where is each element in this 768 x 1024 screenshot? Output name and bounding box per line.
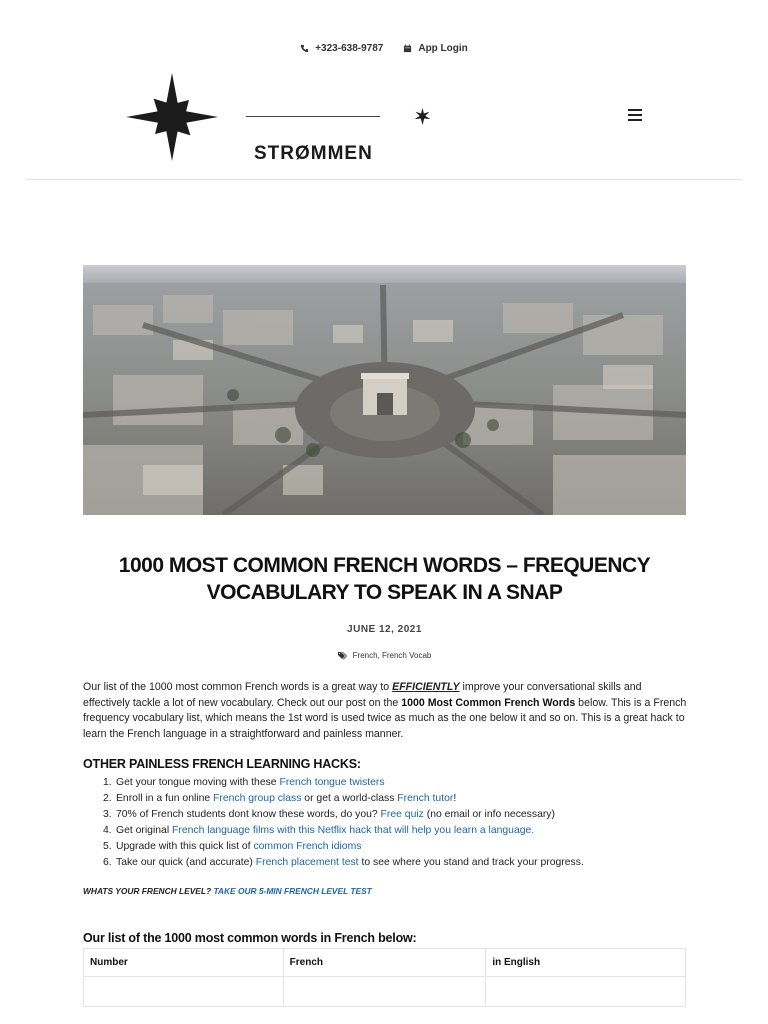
list-text: or get a world-class [301, 793, 398, 804]
level-prompt: WHATS YOUR FRENCH LEVEL? [83, 886, 212, 896]
list-item [103, 855, 696, 871]
list-item [103, 775, 696, 791]
small-star-icon [414, 108, 431, 125]
words-table [83, 948, 686, 1007]
level-test-callout [83, 886, 372, 896]
tag-icon [338, 651, 348, 660]
hacks-list [103, 775, 696, 871]
intro-paragraph [83, 680, 687, 742]
intro-text-3: below. This is a French frequency vocabulary list, which means the 1st word is used twice as much as the one below it and so on. This is a great hack to learn the French language in a straightforward and painless manner. [83, 696, 687, 740]
free-quiz-link[interactable]: Free quiz [380, 809, 424, 820]
list-number: 2. [103, 793, 112, 804]
list-text: (no email or info necessary) [423, 809, 555, 820]
list-number: 5. [103, 841, 112, 852]
list-number: 3. [103, 809, 112, 820]
list-text: Upgrade with this quick list of [116, 841, 254, 852]
efficiently-emphasis: EFFICIENTLY [392, 681, 460, 693]
placement-test-link[interactable]: French placement test [255, 857, 359, 868]
brand-divider [246, 116, 380, 117]
app-login-link[interactable] [403, 40, 467, 56]
list-number: 6. [103, 857, 112, 868]
compass-star-logo-icon [126, 73, 218, 161]
table-cell [84, 977, 284, 1007]
column-header-english: in English [486, 949, 686, 977]
menu-toggle-icon[interactable] [628, 109, 642, 121]
list-text: ! [453, 793, 457, 804]
column-header-french: French [283, 949, 486, 977]
list-text: Take our quick (and accurate) [116, 857, 256, 868]
hacks-heading: OTHER PAINLESS FRENCH LEARNING HACKS: [83, 757, 361, 771]
level-test-link[interactable]: TAKE OUR 5-MIN FRENCH LEVEL TEST [213, 886, 372, 896]
phone-number: +323-638-9787 [315, 42, 384, 54]
paris-aerial-photo [83, 265, 686, 515]
article-title: 1000 MOST COMMON FRENCH WORDS – FREQUENCY VOCABULARY TO SPEAK IN A SNAP [118, 554, 651, 604]
list-number: 4. [103, 825, 112, 836]
phone-link[interactable] [300, 40, 383, 56]
app-login-label: App Login [418, 42, 468, 54]
phone-icon [300, 44, 309, 53]
french-tutor-link[interactable]: French tutor [397, 793, 454, 804]
netflix-hack-link[interactable]: French language films with this Netflix hack that will help you learn a language. [172, 825, 535, 836]
list-item [103, 823, 696, 839]
list-text: Get original [116, 825, 173, 836]
table-row [84, 977, 686, 1007]
most-common-words-label: 1000 Most Common French Words [401, 696, 576, 709]
article-tags [83, 651, 686, 660]
table-cell [486, 977, 686, 1007]
intro-text-1: Our list of the 1000 most common French words is a great way to [83, 681, 393, 693]
tongue-twisters-link[interactable]: French tongue twisters [279, 777, 385, 788]
table-cell [283, 977, 486, 1007]
article-date: JUNE 12, 2021 [347, 624, 422, 635]
brand-name[interactable]: STRØMMEN [254, 143, 373, 164]
list-text: 70% of French students dont know these words, do you? [116, 809, 381, 820]
list-text: Get your tongue moving with these [116, 777, 280, 788]
hero-image [83, 265, 686, 515]
idioms-link[interactable]: common French idioms [253, 841, 362, 852]
list-item [103, 791, 696, 807]
list-item [103, 807, 696, 823]
list-text: Enroll in a fun online [116, 793, 214, 804]
group-class-link[interactable]: French group class [213, 793, 302, 804]
top-bar [0, 40, 768, 56]
table-header-row [84, 949, 686, 977]
header-divider [26, 179, 742, 180]
list-text: to see where you stand and track your progress. [358, 857, 584, 868]
site-logo[interactable] [126, 73, 218, 161]
intro-text-2: improve your conversational skills and effectively tackle a lot of new vocabulary. Check out our post on the [83, 681, 642, 709]
list-heading: Our list of the 1000 most common words in French below: [83, 931, 417, 945]
column-header-number: Number [84, 949, 284, 977]
calendar-icon [403, 44, 412, 53]
list-number: 1. [103, 777, 112, 788]
tag-links[interactable]: French, French Vocab [352, 651, 432, 660]
list-item [103, 839, 696, 855]
